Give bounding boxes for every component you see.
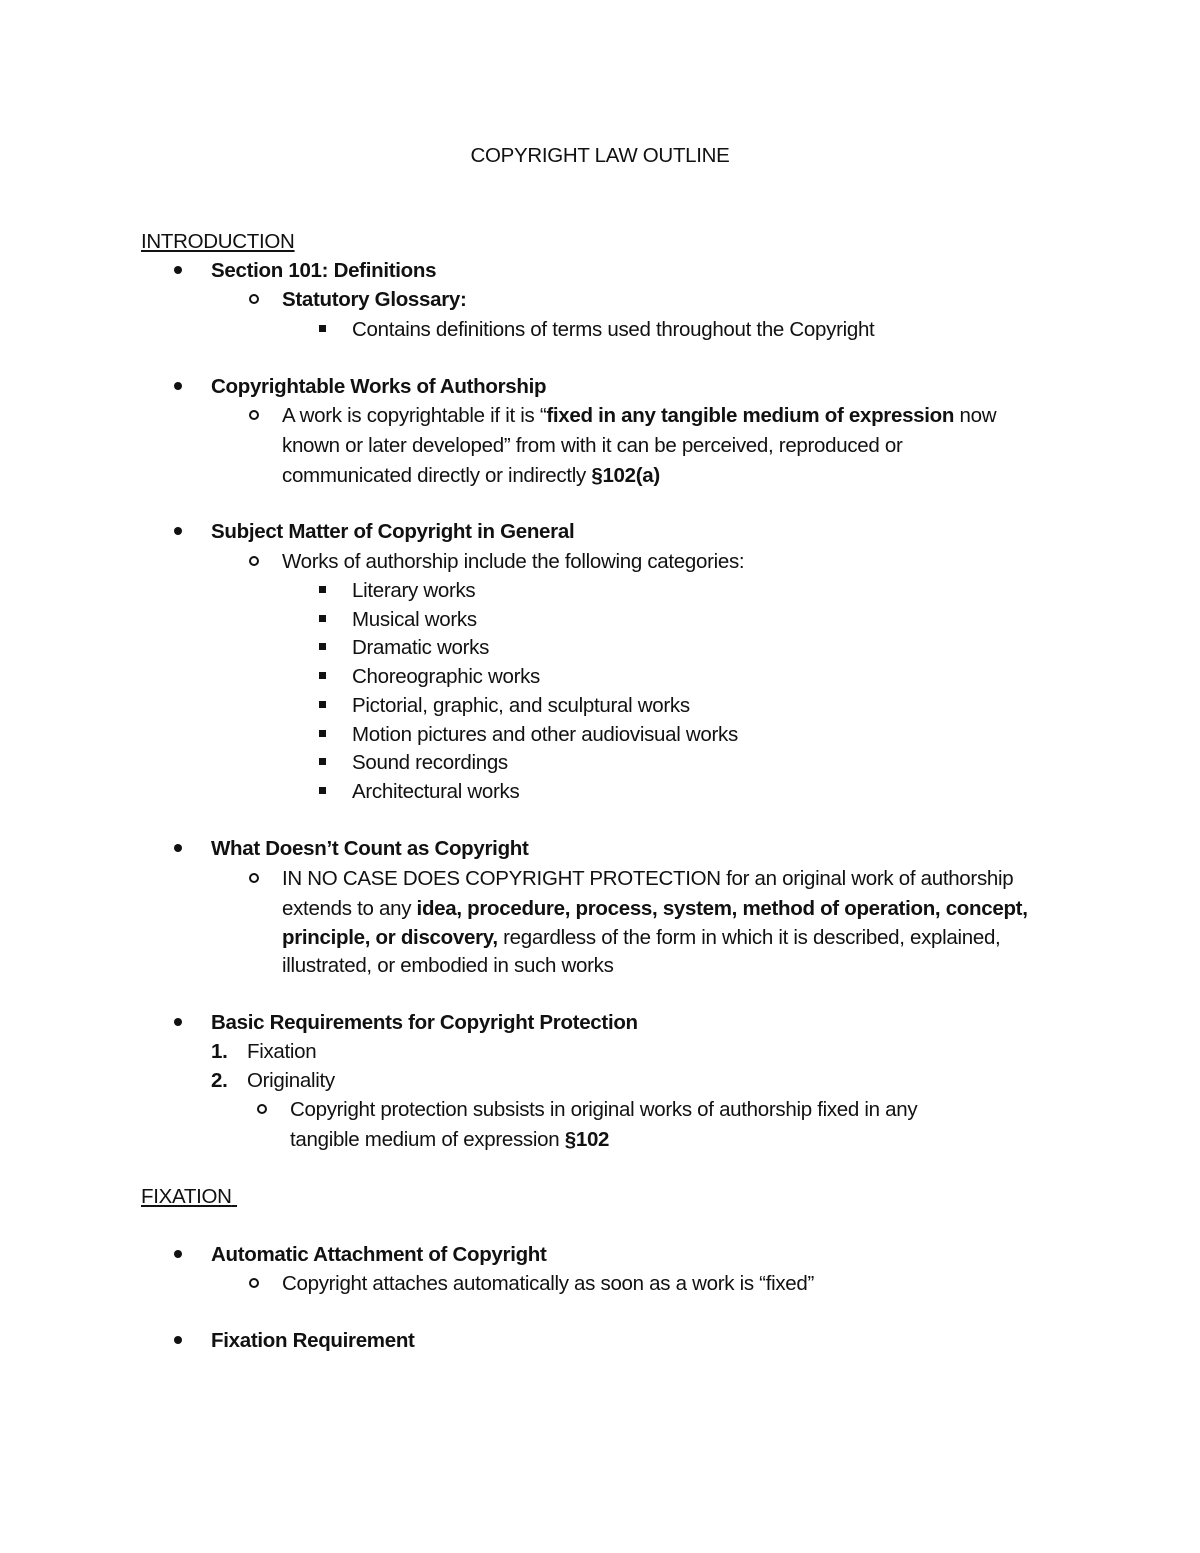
copyrightable-text-line3: communicated directly or indirectly §102(a) [282,464,660,487]
bullet-icon [174,1250,182,1258]
statutory-glossary-label: Statutory Glossary: [282,288,467,311]
glossary-text: Contains definitions of terms used throughout the Copyright [352,318,875,341]
square-bullet-icon [319,643,326,650]
requirement-originality: Originality [247,1069,335,1092]
list-number: 2. [211,1069,228,1092]
category-item: Pictorial, graphic, and sculptural works [352,694,690,717]
square-bullet-icon [319,701,326,708]
requirement-fixation: Fixation [247,1040,317,1063]
subject-matter-label: Subject Matter of Copyright in General [211,520,575,543]
category-item: Choreographic works [352,665,540,688]
section-101-label: Section 101: Definitions [211,259,437,282]
copyrightable-text-line2: known or later developed” from with it can be perceived, reproduced or [282,434,903,457]
page-title: COPYRIGHT LAW OUTLINE [470,144,730,167]
bullet-icon [174,1336,182,1344]
copyrightable-text-line1: A work is copyrightable if it is “fixed in any tangible medium of expression now [282,404,997,427]
circle-bullet-icon [249,294,259,304]
category-item: Dramatic works [352,636,490,659]
fixation-requirement-label: Fixation Requirement [211,1329,415,1352]
circle-bullet-icon [249,1278,259,1288]
originality-line2: tangible medium of expression §102 [290,1128,610,1151]
square-bullet-icon [319,787,326,794]
not-count-line1: IN NO CASE DOES COPYRIGHT PROTECTION for an original work of authorship [282,867,1014,890]
square-bullet-icon [319,730,326,737]
bullet-icon [174,382,182,390]
circle-bullet-icon [249,873,259,883]
square-bullet-icon [319,615,326,622]
not-count-label: What Doesn’t Count as Copyright [211,837,529,860]
category-item: Literary works [352,579,476,602]
introduction-heading: INTRODUCTION [141,230,295,253]
category-item: Musical works [352,608,477,631]
circle-bullet-icon [249,410,259,420]
circle-bullet-icon [257,1104,267,1114]
automatic-attachment-text: Copyright attaches automatically as soon as a work is “fixed” [282,1272,815,1295]
bullet-icon [174,527,182,535]
circle-bullet-icon [249,556,259,566]
square-bullet-icon [319,586,326,593]
fixation-heading: FIXATION [141,1185,232,1208]
bullet-icon [174,266,182,274]
copyrightable-works-label: Copyrightable Works of Authorship [211,375,547,398]
not-count-line4: illustrated, or embodied in such works [282,954,614,977]
not-count-line2: extends to any idea, procedure, process, system, method of operation, concept, [282,897,1028,920]
subject-matter-intro: Works of authorship include the following categories: [282,550,745,573]
basic-requirements-label: Basic Requirements for Copyright Protection [211,1011,638,1034]
category-item: Sound recordings [352,751,508,774]
automatic-attachment-label: Automatic Attachment of Copyright [211,1243,547,1266]
square-bullet-icon [319,325,326,332]
bullet-icon [174,844,182,852]
originality-line1: Copyright protection subsists in original works of authorship fixed in any [290,1098,918,1121]
square-bullet-icon [319,672,326,679]
square-bullet-icon [319,758,326,765]
list-number: 1. [211,1040,228,1063]
bullet-icon [174,1018,182,1026]
category-item: Architectural works [352,780,520,803]
not-count-line3: principle, or discovery, regardless of the form in which it is described, explained, [282,926,1001,949]
category-item: Motion pictures and other audiovisual works [352,723,738,746]
